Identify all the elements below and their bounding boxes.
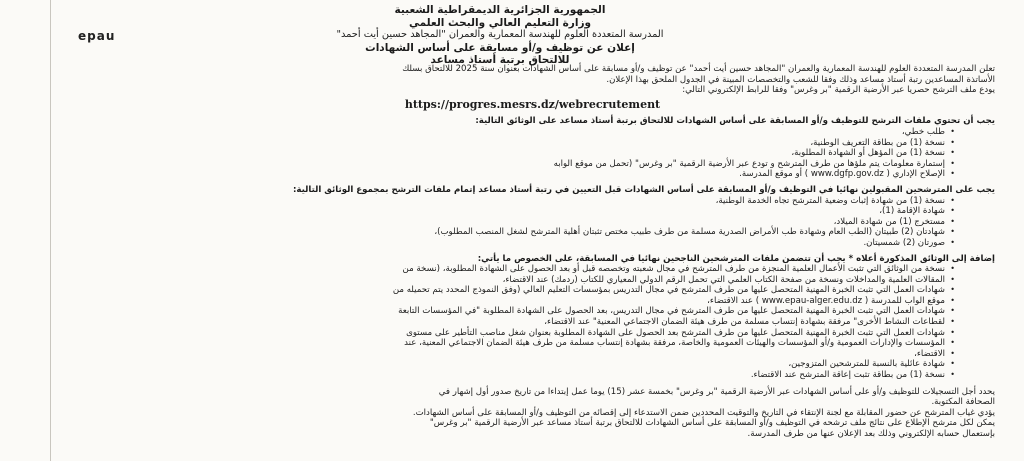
section-1-list bbox=[70, 127, 995, 180]
list-item: • موقع الواب للمدرسة ( www.epau-alger.edu.dz ) عند الاقتضاء، bbox=[70, 296, 955, 307]
section-1-title: يجب أن تحتوي ملفات الترشح للتوظيف و/أو المسابقة على أساس الشهادات للالتحاق برتبة أستاذ مساعد على الوثائق التالية: bbox=[475, 116, 995, 127]
ministry-title: وزارة التعليم العالي والبحث العلمي bbox=[408, 16, 592, 29]
document-body bbox=[70, 64, 995, 440]
section-accepted-candidates bbox=[70, 185, 995, 249]
list-item: • طلب خطي، bbox=[70, 127, 955, 138]
section-2-list bbox=[70, 196, 995, 249]
intro-line-3: يودع ملف الترشح حصريا عبر الأرضية الرقمية "بر وغرس" وفقا للرابط الإلكتروني التالي: bbox=[682, 85, 995, 96]
announcement-title: إعلان عن توظيف و/أو مسابقة على أساس الشهادات bbox=[365, 41, 635, 54]
list-item: • شهادات العمل التي تثبت الخبرة المهنية المتحصل عليها من طرف المترشح بعد الحصول على الشهادة المطلوبة بعنوان شغل مناصب التأطير على مستوى bbox=[70, 328, 955, 339]
list-item: • مستخرج (1) من شهادة الميلاد، bbox=[70, 217, 955, 228]
list-item: • شهادة الإقامة (1)، bbox=[70, 206, 955, 217]
list-item: • نسخة (1) من بطاقة تثبت إعاقة المترشح عند الاقتضاء. bbox=[70, 370, 955, 381]
list-item: • صورتان (2) شمسيتان. bbox=[70, 238, 955, 249]
list-item: • نسخة من الوثائق التي تثبت الأعمال العلمية المنجزة من طرف المترشح في مجال شعبته وتخصصه قبل أو بعد الحصول على الشهادة المطلوبة، (نسخة من bbox=[70, 264, 955, 275]
closing-line-2: الصحافة المكتوبة. bbox=[931, 397, 995, 408]
list-item: • نسخة (1) من بطاقة التعريف الوطنية، bbox=[70, 138, 955, 149]
list-item: • شهادة عائلية بالنسبة للمترشحين المتزوجين، bbox=[70, 359, 955, 370]
section-3-title: إضافة إلى الوثائق المذكورة أعلاه * يجب أن تتضمن ملفات المترشحين الناجحين نهائيا في المسابقة، على الخصوص ما يأتي: bbox=[477, 253, 995, 264]
list-item: • نسخة (1) من شهادة إثبات وضعية المترشح تجاه الخدمة الوطنية، bbox=[70, 196, 955, 207]
list-item: • المقالات العلمية والمداخلات ونسخة من صفحة الكتاب العلمي التي تحمل الرقم الدولي المعياري للكتاب (ردمك) عند الاقتضاء، bbox=[70, 275, 955, 286]
list-item: • شهادات العمل التي تثبت الخبرة المهنية المتحصل عليها من طرف المترشح في مجال التدريس بمؤسسات التعليم العالي (وفق النموذج المحدد يتم تحميله من bbox=[70, 285, 955, 296]
list-item: • شهادتان (2) طبيتان (الطب العام وشهادة طب الأمراض الصدرية مسلمة من طرف طبيب مختص تثبتان أهلية المترشح لشغل المنصب المطلوب)، bbox=[70, 227, 955, 238]
school-logo: epau bbox=[78, 29, 116, 43]
closing-line-5: بإستعمال حسابه الإلكتروني وذلك بعد الإعلان عنها من طرف المدرسة. bbox=[747, 429, 995, 439]
section-3-list bbox=[70, 264, 995, 381]
republic-title: الجمهورية الجزائرية الديمقراطية الشعبية bbox=[394, 4, 606, 16]
closing-line-3: يؤدي غياب المترشح عن حضور المقابلة مع لجنة الإنتقاء في التاريخ والتوقيت المحددين ضمن الاستدعاء إلى إقصائه من التوظيف و/أو المسابقة على أساس الشهادات. bbox=[412, 407, 995, 418]
recruitment-url[interactable]: https://progres.mesrs.dz/webrecrutement bbox=[404, 97, 661, 111]
list-item: • المؤسسات والإدارات العمومية و/أو المؤسسات والهيئات العمومية والخاصة، مرفقة بشهادة إنتساب مسلمة من طرف هيئة الضمان الاجتماعي المعنية، عند bbox=[70, 338, 955, 349]
list-item: • الاقتضاء، bbox=[70, 349, 955, 360]
rank-title: للالتحاق برتبة أستاذ مساعد bbox=[430, 54, 570, 66]
school-name: المدرسة المتعددة العلوم للهندسة المعمارية والعمران "المجاهد حسين أيت أحمد" bbox=[336, 29, 664, 40]
section-2-title: يجب على المترشحين المقبولين نهائيا في التوظيف و/أو المسابقة على أساس الشهادات قبل التعيين في رتبة أستاذ مساعد إتمام ملفات الترشح بمجموع الوثائق التالية: bbox=[293, 184, 995, 195]
section-required-documents bbox=[70, 116, 995, 180]
closing-notes bbox=[70, 387, 995, 440]
document-header bbox=[230, 4, 770, 67]
section-additional-documents bbox=[70, 254, 995, 381]
list-item: • لقطاعات النشاط الأخرى" مرفقة بشهادة إنتساب مسلمة من طرف هيئة الضمان الاجتماعي المعنية" عند الاقتضاء، bbox=[70, 317, 955, 328]
list-item: • شهادات العمل التي تثبت الخبرة المهنية المتحصل عليها من طرف المترشح في مجال التدريس، بعد الحصول على الشهادة المطلوبة "في المؤسسات التابعة bbox=[70, 306, 955, 317]
closing-line-4: يمكن لكل مترشح الإطلاع على نتائج ملف ترشحه في التوظيف و/أو المسابقة على أساس الشهادات للالتحاق برتبة أستاذ مساعد عبر الأرضية الرقمية "بر وغرس" bbox=[429, 418, 995, 429]
list-item: • الإصلاح الإداري ( www.dgfp.gov.dz ) أو موقع المدرسة. bbox=[70, 169, 955, 180]
intro-line-2: الأساتذة المساعدين رتبة أستاذ مساعد وذلك وفقا للشعب والتخصصات المبينة في الجدول الملحق بهذا الإعلان. bbox=[606, 74, 995, 85]
closing-line-1: يحدد أجل التسجيلات للتوظيف و/أو على أساس الشهادات عبر الأرضية الرقمية "بر وغرس" بخمسة عشر (15) يوما عمل إبتداءا من تاريخ صدور أول إشهار في bbox=[438, 386, 995, 397]
intro-line-1: تعلن المدرسة المتعددة العلوم للهندسة المعمارية والعمران "المجاهد حسين أيت أحمد" عن توظيف و/أو مسابقة على أساس الشهادات بعنوان سنة 2025 للالتحاق بسلك bbox=[402, 64, 995, 74]
list-item: • نسخة (1) من المؤهل أو الشهادة المطلوبة، bbox=[70, 148, 955, 159]
list-item: • إستمارة معلومات يتم ملؤها من طرف المترشح و تودع عبر الأرضية الرقمية "بر وغرس" (تحمل من موقع الوابه bbox=[70, 159, 955, 170]
